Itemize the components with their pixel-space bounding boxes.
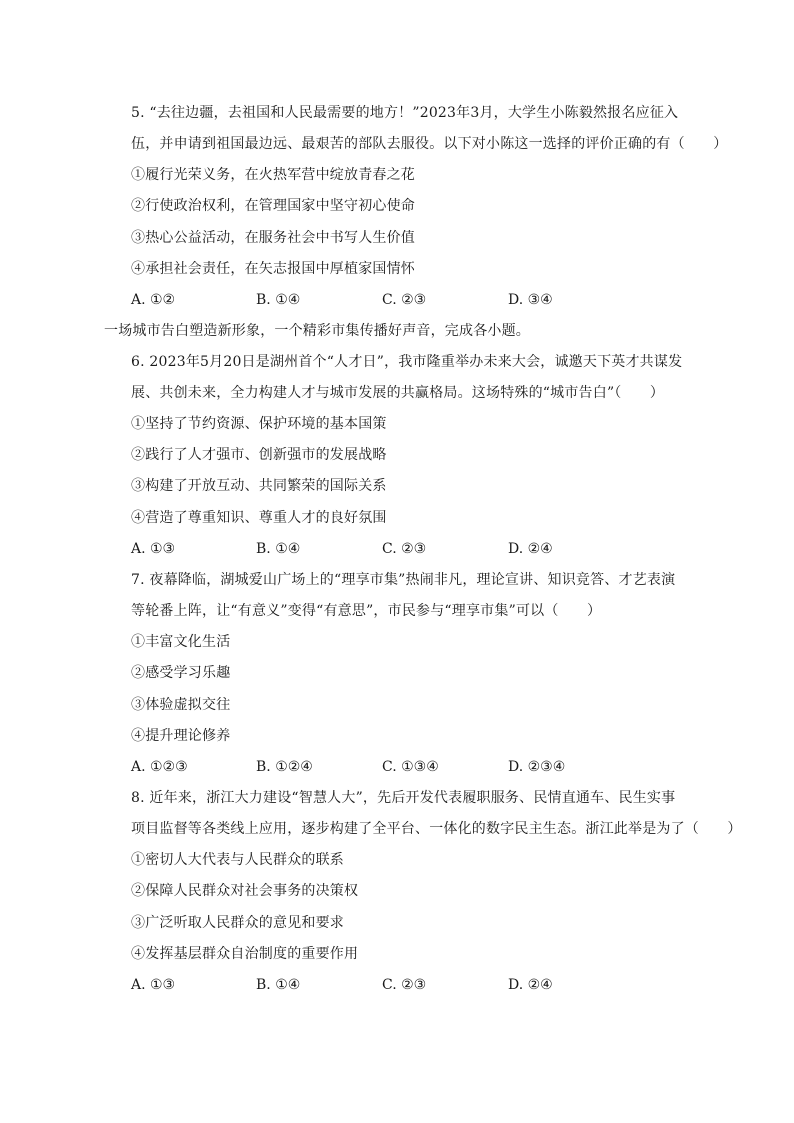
- q7-option-4: ④提升理论修养: [131, 728, 231, 744]
- q8-option-4: ④发挥基层群众自治制度的重要作用: [131, 946, 359, 962]
- q8-choices: [131, 976, 691, 994]
- q8-choice-d[interactable]: D. ②④: [508, 977, 553, 993]
- q7-choice-d[interactable]: D. ②③④: [508, 759, 566, 775]
- section-intro: 一场城市告白塑造新形象，一个精彩市集传播好声音，完成各小题。: [104, 323, 530, 339]
- q6-choice-a[interactable]: A. ①③: [131, 541, 176, 557]
- q6-choices: [131, 540, 691, 558]
- q5-choices: [131, 291, 691, 309]
- q7-option-3: ③体验虚拟交往: [131, 697, 231, 713]
- q6-choice-b[interactable]: B. ①④: [256, 541, 301, 557]
- q7-choice-b[interactable]: B. ①②④: [256, 759, 313, 775]
- q7-stem-line2: 等轮番上阵，让“有意义”变得“有意思”，市民参与“理享市集”可以（ ）: [131, 603, 602, 619]
- q7-option-1: ①丰富文化生活: [131, 634, 231, 650]
- q6-option-1: ①坚持了节约资源、保护环境的基本国策: [131, 416, 387, 432]
- q6-choice-c[interactable]: C. ②③: [382, 541, 427, 557]
- q5-option-4: ④承担社会责任，在矢志报国中厚植家国情怀: [131, 261, 415, 277]
- q6-option-4: ④营造了尊重知识、尊重人才的良好氛围: [131, 510, 387, 526]
- q5-choice-b[interactable]: B. ①④: [256, 292, 301, 308]
- q5-option-3: ③热心公益活动，在服务社会中书写人生价值: [131, 230, 415, 246]
- q8-choice-b[interactable]: B. ①④: [256, 977, 301, 993]
- q5-option-1: ①履行光荣义务，在火热军营中绽放青春之花: [131, 167, 415, 183]
- q8-option-1: ①密切人大代表与人民群众的联系: [131, 852, 344, 868]
- q8-option-2: ②保障人民群众对社会事务的决策权: [131, 883, 359, 899]
- q7-choice-a[interactable]: A. ①②③: [131, 759, 188, 775]
- q8-choice-a[interactable]: A. ①③: [131, 977, 176, 993]
- q8-stem-line2: 项目监督等各类线上应用，逐步构建了全平台、一体化的数字民主生态。浙江此举是为了（ ）: [131, 821, 742, 837]
- q5-stem-line1: 5. “去往边疆，去祖国和人民最需要的地方！”2023年3月，大学生小陈毅然报名应征入: [131, 105, 679, 121]
- q8-option-3: ③广泛听取人民群众的意见和要求: [131, 915, 344, 931]
- q8-choice-c[interactable]: C. ②③: [382, 977, 427, 993]
- q7-option-2: ②感受学习乐趣: [131, 665, 231, 681]
- q6-stem-line2: 展、共创未来，全力构建人才与城市发展的共赢格局。这场特殊的“城市告白”（ ）: [131, 385, 665, 401]
- q6-option-3: ③构建了开放互动、共同繁荣的国际关系: [131, 478, 387, 494]
- q5-choice-a[interactable]: A. ①②: [131, 292, 176, 308]
- q5-option-2: ②行使政治权利，在管理国家中坚守初心使命: [131, 198, 415, 214]
- q7-choice-c[interactable]: C. ①③④: [382, 759, 439, 775]
- q8-stem-line1: 8. 近年来，浙江大力建设“智慧人大”，先后开发代表履职服务、民情直通车、民生实事: [131, 790, 676, 806]
- q6-option-2: ②践行了人才强市、创新强市的发展战略: [131, 447, 387, 463]
- q7-choices: [131, 758, 691, 776]
- q5-stem-line2: 伍，并申请到祖国最边远、最艰苦的部队去服役。以下对小陈这一选择的评价正确的有（ ）: [131, 136, 728, 152]
- q5-choice-c[interactable]: C. ②③: [382, 292, 427, 308]
- q6-stem-line1: 6. 2023年5月20日是湖州首个“人才日”，我市隆重举办未来大会，诚邀天下英才共谋发: [131, 354, 683, 370]
- q6-choice-d[interactable]: D. ②④: [508, 541, 553, 557]
- q7-stem-line1: 7. 夜幕降临，湖城爱山广场上的“理享市集”热闹非凡，理论宣讲、知识竞答、才艺表演: [131, 572, 676, 588]
- q5-choice-d[interactable]: D. ③④: [508, 292, 553, 308]
